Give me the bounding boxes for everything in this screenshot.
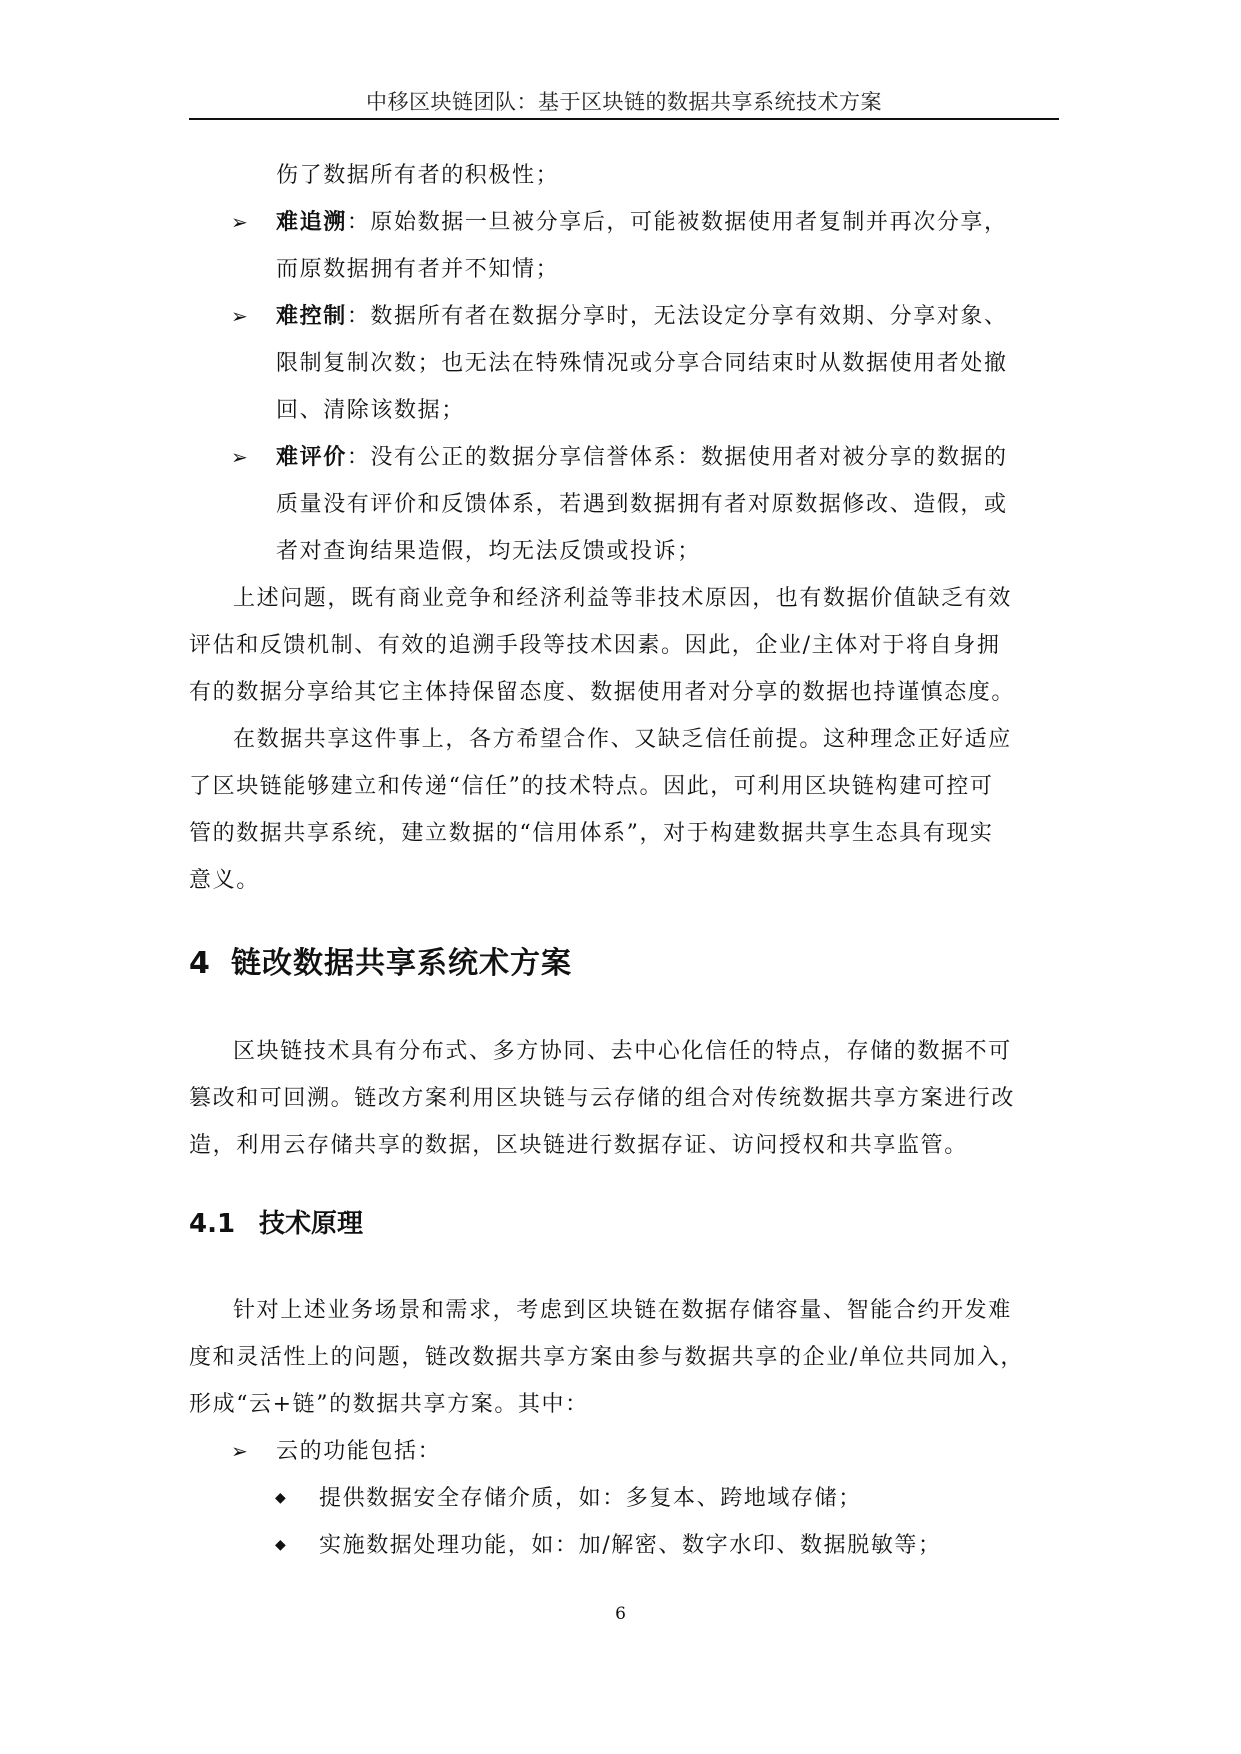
paragraph-line: 针对上述业务场景和需求，考虑到区块链在数据存储容量、智能合约开发难 <box>233 1298 1012 1323</box>
section-heading <box>189 934 1057 994</box>
paragraph-line: 形成“云+链”的数据共享方案。其中： <box>189 1392 589 1417</box>
paragraph-line: 上述问题，既有商业竞争和经济利益等非技术原因，也有数据价值缺乏有效 <box>233 586 1012 611</box>
sub-list-item <box>189 1475 1057 1522</box>
page-header: 中移区块链团队：基于区块链的数据共享系统技术方案 <box>366 90 882 114</box>
paragraph-line: 有的数据分享给其它主体持保留态度、数据使用者对分享的数据也持谨慎态度。 <box>189 680 1016 705</box>
paragraph-line: 造，利用云存储共享的数据，区块链进行数据存证、访问授权和共享监管。 <box>189 1133 968 1158</box>
bullet-text: 而原数据拥有者并不知情； <box>276 257 560 282</box>
subsection-number: 4.1 <box>189 1209 236 1239</box>
subsection-heading <box>189 1199 1057 1249</box>
section-title: 链改数据共享系统术方案 <box>231 946 572 981</box>
paragraph-line: 管的数据共享系统，建立数据的“信用体系”，对于构建数据共享生态具有现实 <box>189 821 994 846</box>
diamond-icon: ◆ <box>275 1490 288 1506</box>
paragraph-line: 了区块链能够建立和传递“信任”的技术特点。因此，可利用区块链构建可控可 <box>189 774 994 799</box>
header-divider <box>189 118 1059 120</box>
sub-bullet-text: 提供数据安全存储介质，如：多复本、跨地域存储； <box>319 1486 862 1511</box>
bullet-term: 难追溯 <box>276 210 347 235</box>
bullet-text: ：没有公正的数据分享信誉体系：数据使用者对被分享的数据的 <box>346 445 1008 470</box>
paragraph-line: 篡改和可回溯。链改方案利用区块链与云存储的组合对传统数据共享方案进行改 <box>189 1086 1016 1111</box>
sub-list-item <box>189 1522 1057 1569</box>
bullet-text: 限制复制次数；也无法在特殊情况或分享合同结束时从数据使用者处撤 <box>276 351 1008 376</box>
page-body <box>189 152 1057 1569</box>
section-number: 4 <box>189 946 211 981</box>
arrow-right-icon: ➢ <box>231 304 250 328</box>
paragraph-line: 评估和反馈机制、有效的追溯手段等技术因素。因此，企业/主体对于将自身拥 <box>189 633 1001 658</box>
list-item <box>189 293 1057 340</box>
bullet-text: ：原始数据一旦被分享后，可能被数据使用者复制并再次分享， <box>346 210 1008 235</box>
arrow-right-icon: ➢ <box>231 1439 250 1463</box>
bullet-text: ：数据所有者在数据分享时，无法设定分享有效期、分享对象、 <box>346 304 1008 329</box>
bullet-term: 难评价 <box>276 445 347 470</box>
sub-bullet-text: 实施数据处理功能，如：加/解密、数字水印、数据脱敏等； <box>319 1533 942 1558</box>
bullet-text: 质量没有评价和反馈体系，若遇到数据拥有者对原数据修改、造假，或 <box>276 492 1008 517</box>
arrow-right-icon: ➢ <box>231 210 250 234</box>
bullet-term: 难控制 <box>276 304 347 329</box>
list-item <box>189 199 1057 246</box>
continued-text: 伤了数据所有者的积极性； <box>276 163 560 188</box>
subsection-title: 技术原理 <box>259 1209 364 1239</box>
arrow-right-icon: ➢ <box>231 445 250 469</box>
paragraph-line: 区块链技术具有分布式、多方协同、去中心化信任的特点，存储的数据不可 <box>233 1039 1012 1064</box>
list-item <box>189 434 1057 481</box>
paragraph-line: 意义。 <box>189 868 260 893</box>
paragraph-line: 在数据共享这件事上，各方希望合作、又缺乏信任前提。这种理念正好适应 <box>233 727 1012 752</box>
bullet-text: 者对查询结果造假，均无法反馈或投诉； <box>276 539 701 564</box>
paragraph-line: 度和灵活性上的问题，链改数据共享方案由参与数据共享的企业/单位共同加入， <box>189 1345 1025 1370</box>
diamond-icon: ◆ <box>275 1537 288 1553</box>
list-item <box>189 1428 1057 1475</box>
page-number: 6 <box>615 1604 626 1624</box>
bullet-text: 云的功能包括： <box>276 1439 442 1464</box>
bullet-text: 回、清除该数据； <box>276 398 465 423</box>
